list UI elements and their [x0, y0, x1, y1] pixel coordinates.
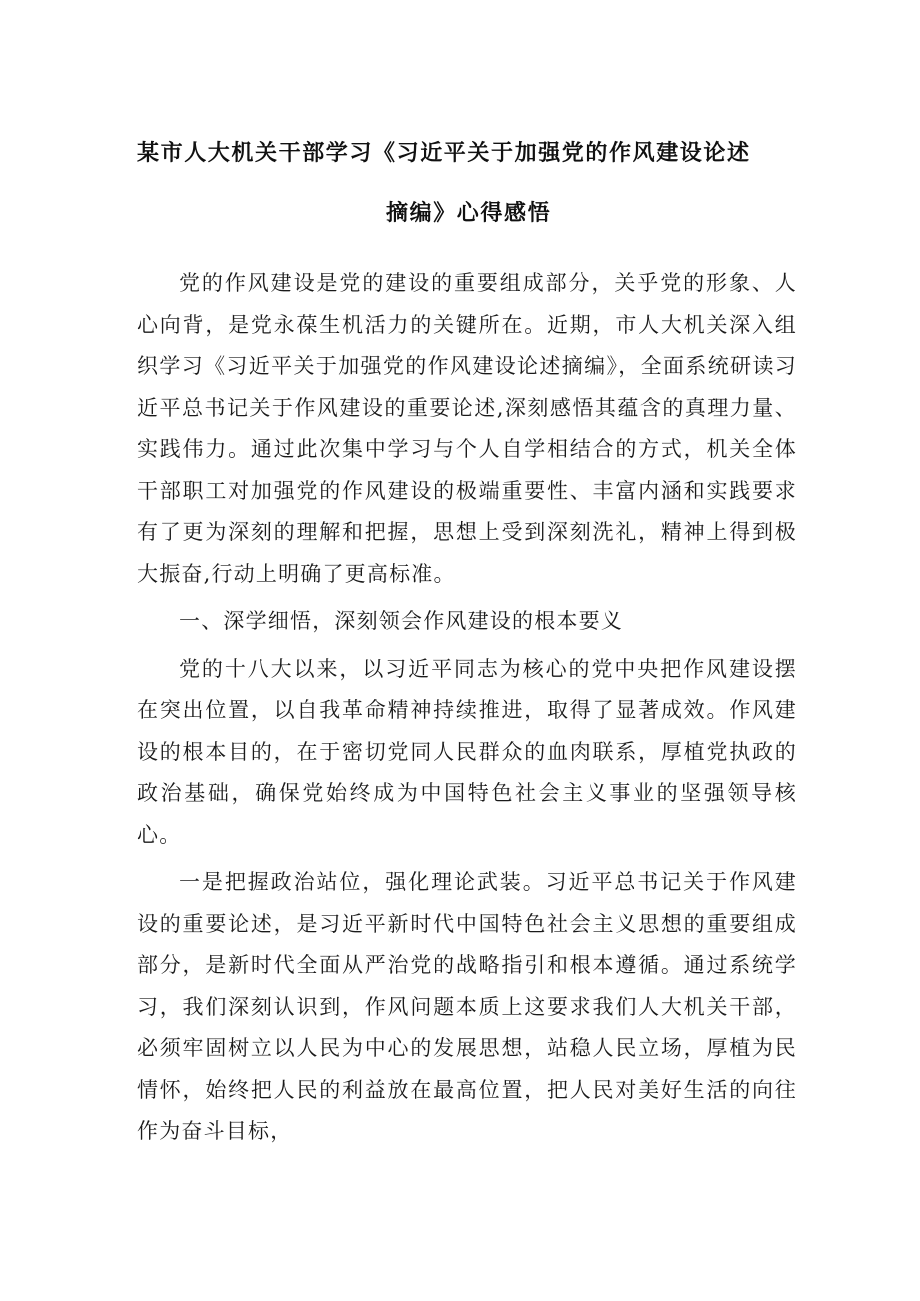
- body-paragraph-3: 一是把握政治站位，强化理论武装。习近平总书记关于作风建设的重要论述，是习近平新时代中国特色社会主义思想的重要组成部分，是新时代全面从严治党的战略指引和根本遵循。通过系统学习，我们深刻认识到，作风问题本质上这要求我们人大机关干部，必须牢固树立以人民为中心的发展思想，站稳人民立场，厚植为民情怀，始终把人民的利益放在最高位置，把人民对美好生活的向往作为奋斗目标，: [137, 870, 797, 1143]
- document-body: [137, 263, 797, 1153]
- intro-paragraph: 党的作风建设是党的建设的重要组成部分，关乎党的形象、人心向背，是党永葆生机活力的关键所在。近期，市人大机关深入组织学习《习近平关于加强党的作风建设论述摘编》，全面系统研读习近平总书记关于作风建设的重要论述,深刻感悟其蕴含的真理力量、实践伟力。通过此次集中学习与个人自学相结合的方式，机关全体干部职工对加强党的作风建设的极端重要性、丰富内涵和实践要求有了更为深刻的理解和把握，思想上受到深刻洗礼，精神上得到极大振奋,行动上明确了更高标准。: [137, 271, 797, 586]
- document-title-line-2: 摘编》心得感悟: [386, 201, 552, 226]
- section-heading-1: 一、深学细悟，深刻领会作风建设的根本要义: [179, 609, 623, 633]
- body-paragraph-2: 党的十八大以来，以习近平同志为核心的党中央把作风建设摆在突出位置，以自我革命精神持续推进，取得了显著成效。作风建设的根本目的，在于密切党同人民群众的血肉联系，厚植党执政的政治基础，确保党始终成为中国特色社会主义事业的坚强领导核心。: [137, 656, 797, 847]
- document-title-line-1: 某市人大机关干部学习《习近平关于加强党的作风建设论述: [137, 141, 751, 166]
